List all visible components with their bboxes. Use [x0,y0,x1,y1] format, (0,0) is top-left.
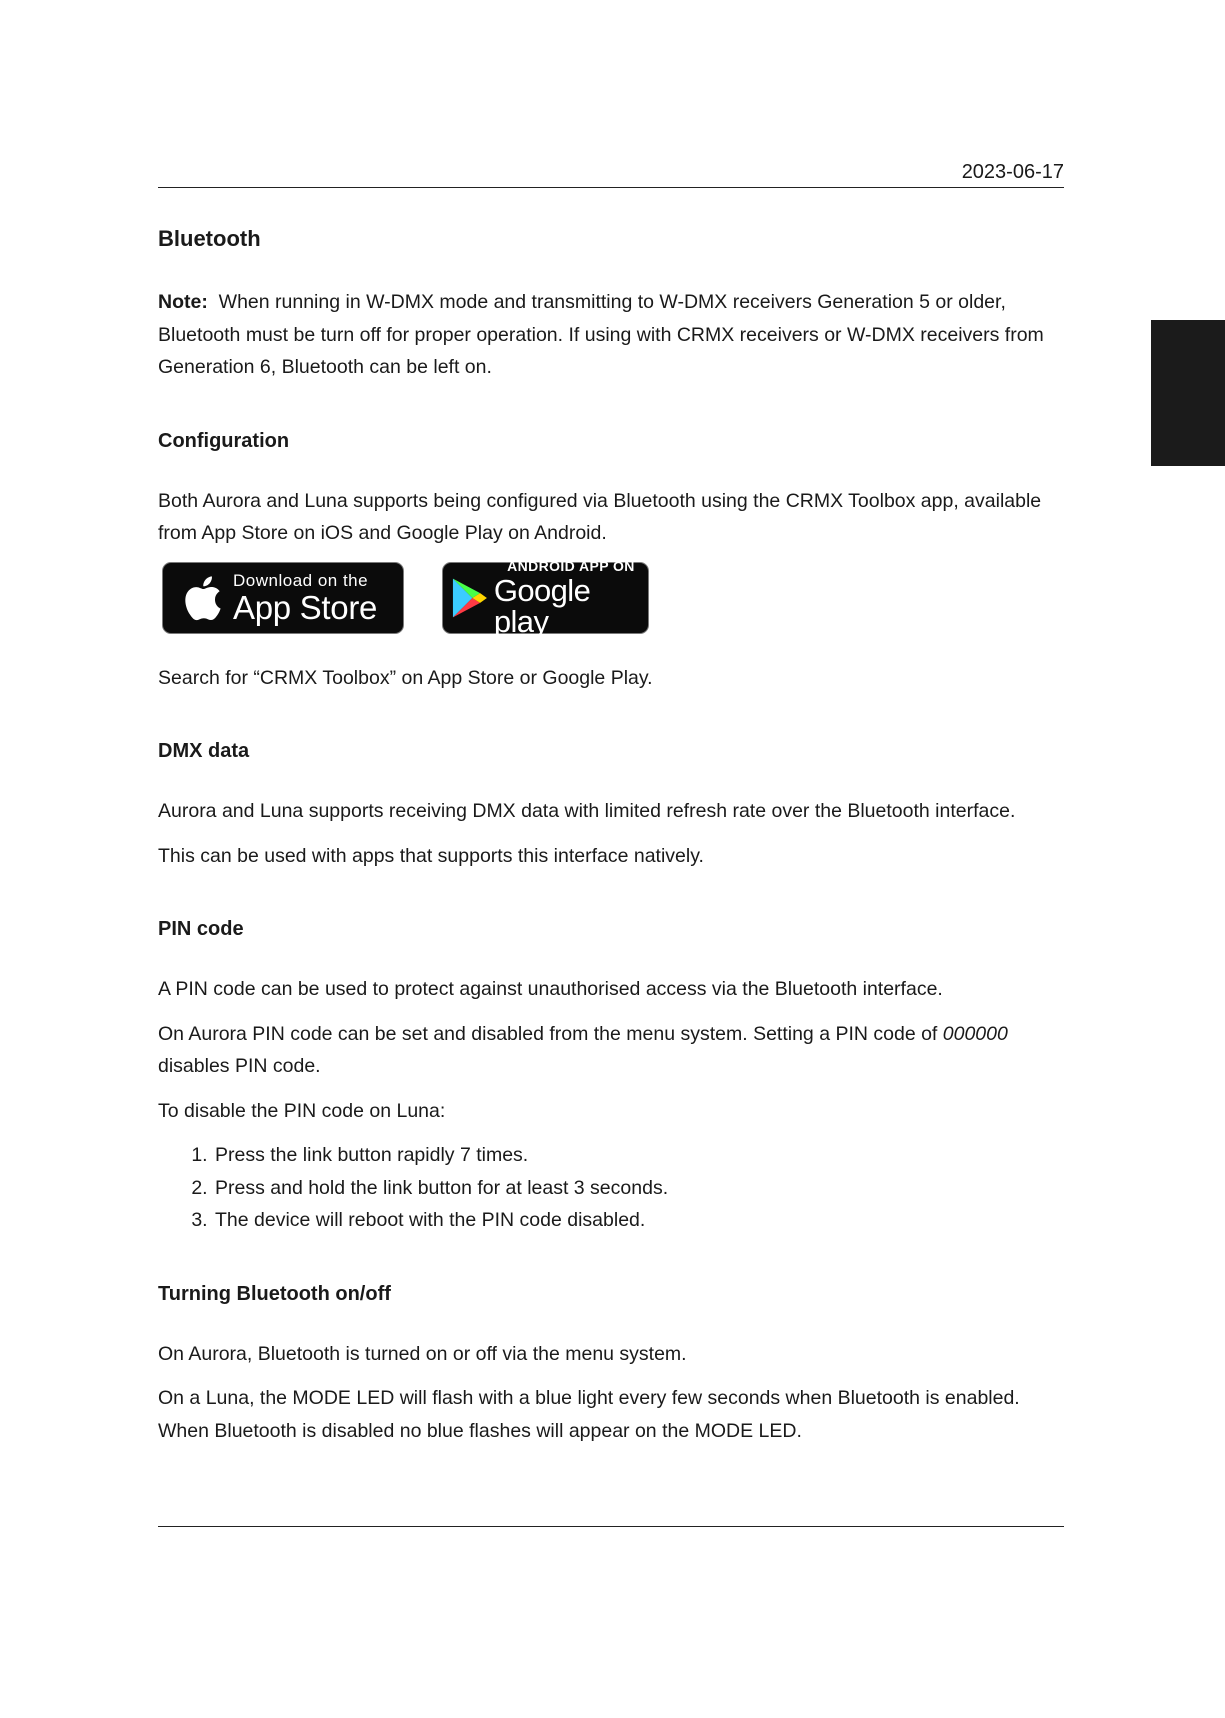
app-store-small-label: Download on the [233,570,369,590]
dmx-paragraph-2: This can be used with apps that supports this interface natively. [158,844,704,867]
header-date: 2023-06-17 [961,161,1064,183]
google-play-small-label: ANDROID APP ON [507,557,635,574]
apple-logo-icon [181,574,223,622]
note-label: Note: [158,291,208,313]
pin-text-before: On Aurora PIN code can be set and disabled from the menu system. Setting a PIN code of [158,1022,943,1045]
toggle-heading: Turning Bluetooth on/off [158,1282,391,1305]
pin-heading: PIN code [158,918,244,940]
dmx-section [158,740,1068,872]
page-title: Bluetooth [158,226,261,251]
google-play-badge[interactable] [442,557,649,639]
app-store-big-label: App Store [233,588,378,626]
toggle-section [158,1283,1068,1448]
dmx-heading: DMX data [158,740,250,762]
dmx-paragraph-1: Aurora and Luna supports receiving DMX data with limited refresh rate over the Bluetooth interface. [158,800,1016,822]
main-content [158,226,1068,1459]
google-play-icon [451,576,488,620]
list-item: 3. The device will reboot with the PIN code disabled. [213,1204,1068,1237]
app-store-badge-text [233,572,377,624]
store-badges [162,557,1068,639]
pin-steps-list [158,1139,1068,1237]
pin-paragraph-3: To disable the PIN code on Luna: [158,1099,446,1122]
pin-code-value: 000000 [942,1022,1008,1045]
toggle-paragraph-1: On Aurora, Bluetooth is turned on or off via the menu system. [158,1342,687,1365]
configuration-section [158,430,1068,695]
footer-rule [158,1526,1064,1527]
pin-text-after: disables PIN code. [158,1055,321,1077]
note-text: When running in W-DMX mode and transmitting to W-DMX receivers Generation 5 or older, Bluetooth must be turn off for proper operation. If using with CRMX receivers or W-DMX receivers from Generation 6, Bluetooth can be left on. [158,291,1044,378]
chapter-tab-marker [1151,320,1225,466]
configuration-heading: Configuration [158,429,290,452]
note-paragraph [158,286,1068,384]
pin-section [158,918,1068,1237]
list-item: 1. Press the link button rapidly 7 times. [213,1139,1068,1172]
google-play-big-label: Google play [493,572,591,639]
list-item: 2. Press and hold the link button for at least 3 seconds. [213,1172,1068,1205]
google-play-badge-text [494,559,648,637]
header-rule [158,187,1064,188]
app-store-badge[interactable] [162,562,404,634]
pin-paragraph-2 [158,1018,1068,1083]
toggle-paragraph-2: On a Luna, the MODE LED will flash with a blue light every few seconds when Bluetooth is enabled. When Bluetooth is disabled no blue flashes will appear on the MODE LED. [158,1387,1020,1442]
pin-paragraph-1: A PIN code can be used to protect against unauthorised access via the Bluetooth interface. [158,978,943,1000]
configuration-text: Both Aurora and Luna supports being configured via Bluetooth using the CRMX Toolbox app, available from App Store on iOS and Google Play on Android. [158,489,1042,544]
search-instruction: Search for “CRMX Toolbox” on App Store or Google Play. [158,666,653,689]
